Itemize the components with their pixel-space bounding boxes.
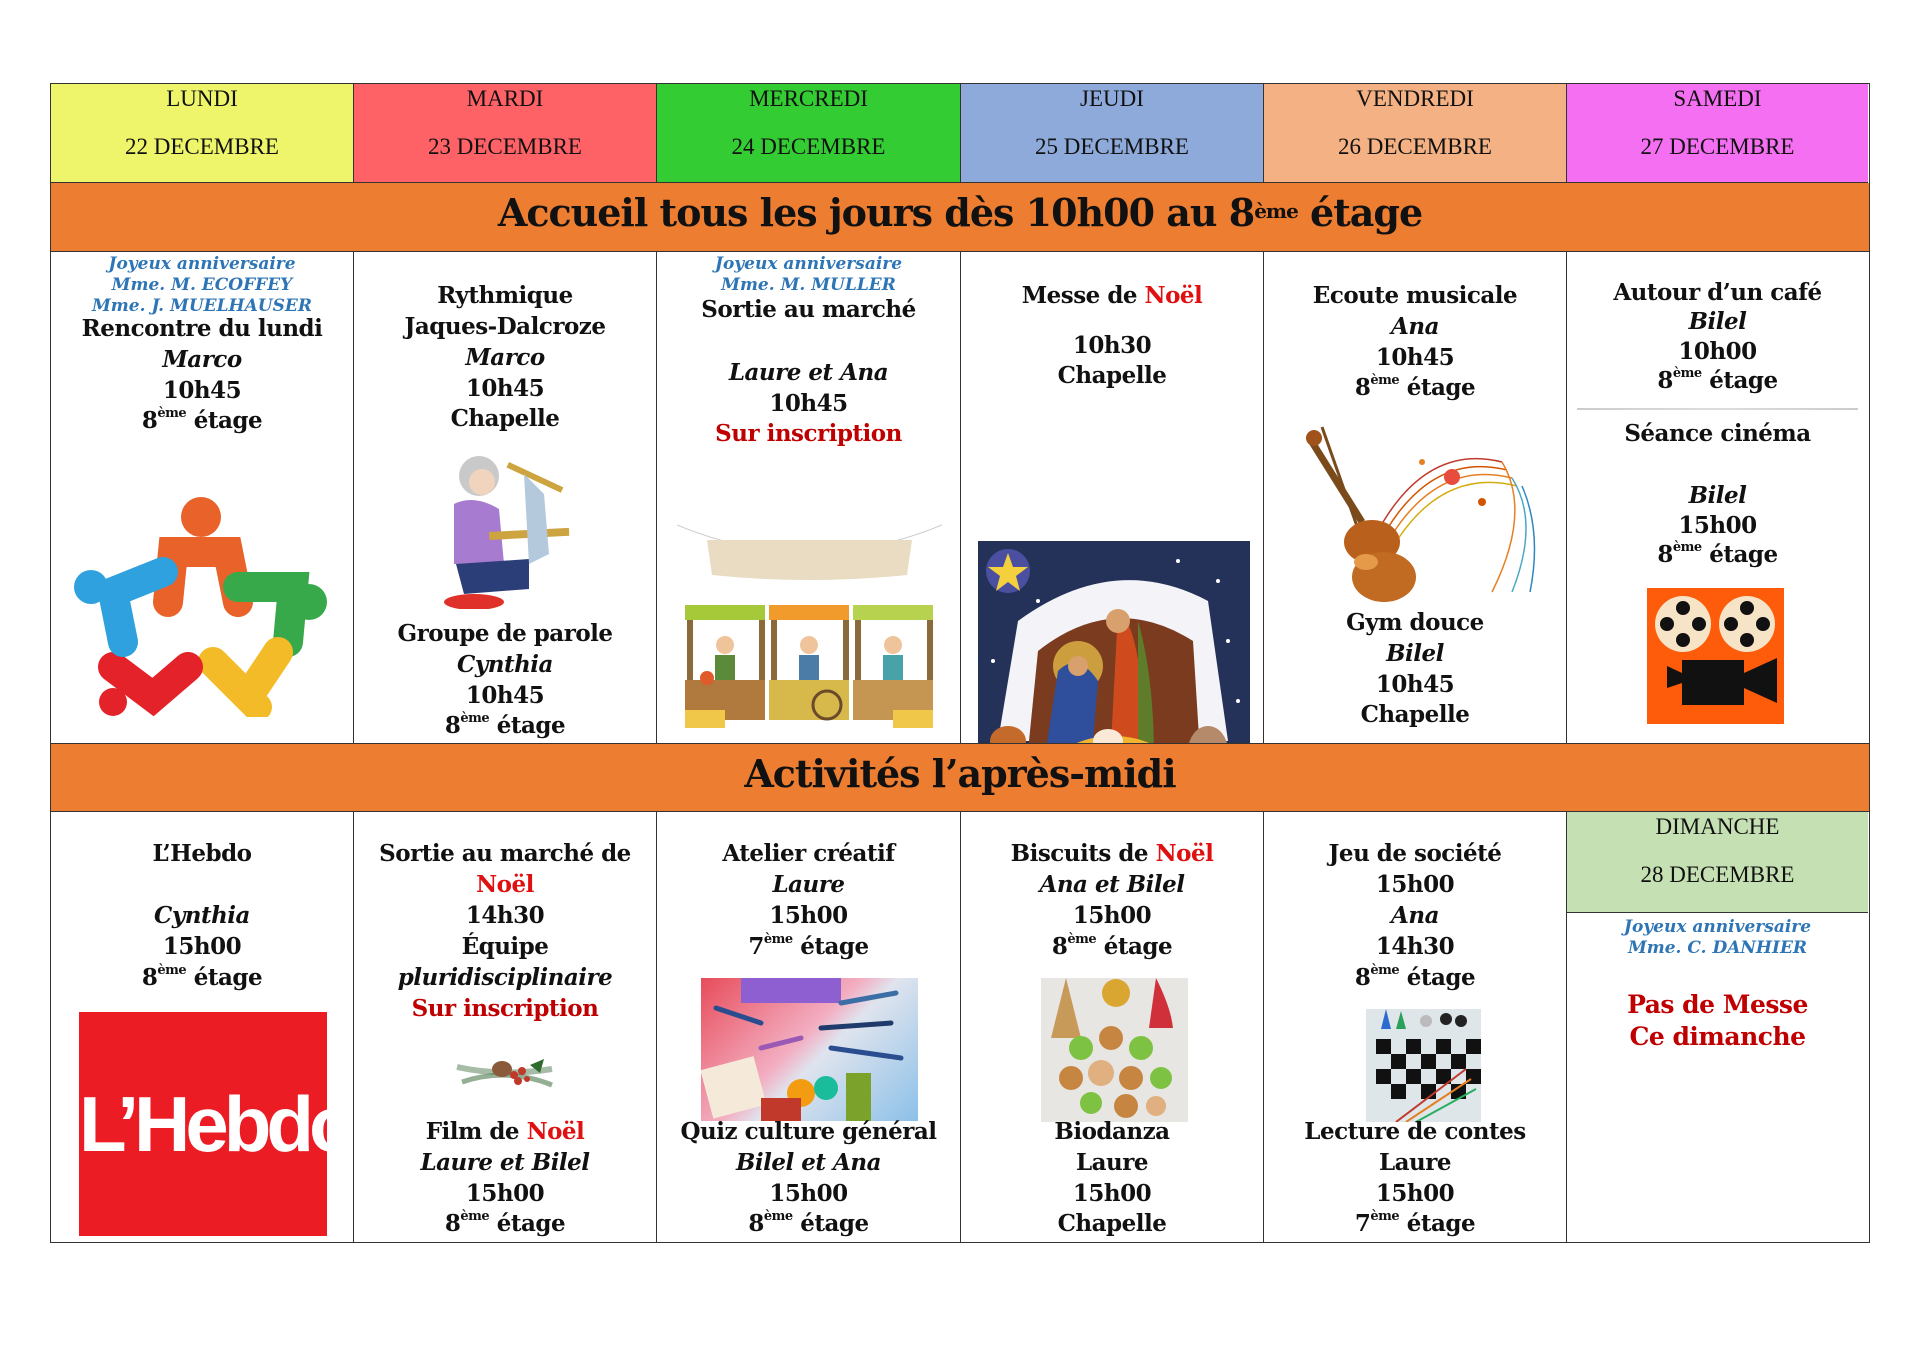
day-date: 26 DECEMBRE <box>1338 134 1492 159</box>
second-activity-time: 15h00 <box>1678 512 1757 539</box>
people-circle-icon <box>73 492 328 717</box>
activity-host-line2: pluridisciplinaire <box>397 964 613 991</box>
activity-title: Rencontre du lundi <box>81 315 323 342</box>
activity-location: Chapelle <box>1057 362 1167 389</box>
activity-time: 10h00 <box>1678 338 1757 365</box>
floor-sup: ème <box>1370 1209 1400 1224</box>
morning-band-title <box>51 183 1869 252</box>
activity-location <box>961 933 1263 960</box>
activity-host: Ana <box>1391 902 1439 929</box>
activity-time: 14h30 <box>465 902 545 929</box>
notice-line-2: Ce dimanche <box>1629 1022 1806 1051</box>
activity-host: Ana <box>1391 313 1439 340</box>
board-games-photo <box>1366 1009 1481 1122</box>
floor-sup: ème <box>763 932 793 947</box>
day-date: 24 DECEMBRE <box>731 134 886 159</box>
floor-word: étage <box>792 933 869 960</box>
birthday-name: Mme. M. ECOFFEY <box>111 275 293 295</box>
floor-sup: ème <box>157 406 187 421</box>
birthday-label: Joyeux anniversaire <box>108 254 296 274</box>
morning-cell-lundi <box>51 252 354 743</box>
second-activity-time: 10h45 <box>1375 671 1455 698</box>
morning-cell-samedi <box>1567 252 1868 743</box>
activity-host: Ana et Bilel <box>1039 871 1185 898</box>
second-activity-location <box>354 1210 656 1237</box>
day-name: SAMEDI <box>1673 86 1762 111</box>
floor-number: 8 <box>1051 933 1068 960</box>
day-name: JEUDI <box>1080 86 1144 111</box>
floor-sup: ème <box>1067 932 1097 947</box>
day-name: DIMANCHE <box>1655 814 1780 839</box>
birthday-label: Joyeux anniversaire <box>1623 917 1812 937</box>
second-activity-host: Cynthia <box>457 651 553 678</box>
floor-number: 8 <box>748 1210 764 1237</box>
morning-cell-jeudi <box>961 252 1264 743</box>
christmas-cookies-photo <box>1041 978 1188 1122</box>
floor-word: étage <box>1399 374 1476 401</box>
holly-branch-illustration <box>452 1047 560 1102</box>
floor-number: 8 <box>444 712 461 739</box>
ornamental-divider <box>1577 408 1858 410</box>
senior-exercise-illustration <box>434 454 579 609</box>
activity-title: Autour d’un café <box>1613 279 1822 306</box>
notice-line-1: Pas de Messe <box>1627 990 1808 1019</box>
day-date: 28 DECEMBRE <box>1640 862 1795 887</box>
floor-sup: ème <box>1672 366 1702 381</box>
afternoon-cell-mardi <box>354 812 657 1242</box>
floor-number: 8 <box>1657 367 1673 394</box>
floor-sup: ème <box>460 1209 490 1224</box>
floor-number: 8 <box>141 964 158 991</box>
floor-word: étage <box>1701 541 1778 568</box>
second-activity-title: Séance cinéma <box>1624 420 1811 447</box>
header-samedi <box>1567 84 1868 183</box>
activity-time: 10h45 <box>162 377 242 404</box>
morning-cell-mercredi <box>657 252 961 743</box>
day-date: 25 DECEMBRE <box>1035 134 1189 159</box>
second-activity-host: Bilel <box>1386 640 1444 667</box>
header-lundi <box>51 84 354 183</box>
afternoon-cell-mercredi <box>657 812 961 1242</box>
activity-location <box>1567 367 1868 394</box>
activity-title-line2: Jaques-Dalcroze <box>404 313 606 340</box>
second-activity-location <box>1567 541 1868 568</box>
noel-word: Noël <box>1155 840 1214 867</box>
afternoon-band-title: Activités l’après-midi <box>51 743 1869 812</box>
noel-word: Noël <box>1144 282 1203 309</box>
birthday-label: Joyeux anniversaire <box>714 254 903 274</box>
nativity-illustration <box>978 541 1250 743</box>
second-activity-location: Chapelle <box>1360 701 1470 728</box>
second-activity-title: Gym douce <box>1346 609 1484 636</box>
header-mardi <box>354 84 657 183</box>
second-activity-title: Groupe de parole <box>397 620 613 647</box>
floor-word: étage <box>1701 367 1778 394</box>
activity-location <box>1264 964 1566 991</box>
activity-title: Atelier créatif <box>722 840 895 867</box>
day-date: 22 DECEMBRE <box>125 134 279 159</box>
second-activity-location <box>354 712 656 739</box>
second-activity-location <box>1264 1210 1566 1237</box>
second-activity-time: 15h00 <box>465 1180 545 1207</box>
day-date: 27 DECEMBRE <box>1640 134 1795 159</box>
activity-time: 10h45 <box>769 390 848 417</box>
floor-word: étage <box>1096 933 1173 960</box>
activity-time: 10h45 <box>1375 344 1455 371</box>
band-text-end: étage <box>1297 190 1423 235</box>
market-stalls-illustration <box>677 520 942 730</box>
second-activity-title: Quiz culture général <box>680 1118 937 1145</box>
violin-music-illustration <box>1302 422 1542 602</box>
activity-title: Sortie au marché de <box>379 840 631 867</box>
activity-title: Ecoute musicale <box>1312 282 1518 309</box>
registration-note: Sur inscription <box>411 995 599 1022</box>
floor-number: 8 <box>1354 964 1371 991</box>
activity-location <box>51 964 353 991</box>
header-vendredi <box>1264 84 1567 183</box>
day-name: MARDI <box>466 86 544 111</box>
afternoon-cell-vendredi <box>1264 812 1567 1242</box>
activity-host: Bilel <box>1688 308 1747 335</box>
floor-number: 7 <box>1354 1210 1371 1237</box>
birthday-name: Mme. J. MUELHAUSER <box>91 296 312 316</box>
header-jeudi <box>961 84 1264 183</box>
activity-title <box>961 840 1263 867</box>
second-activity-host: Laure et Bilel <box>420 1149 590 1176</box>
floor-word: étage <box>489 1210 566 1237</box>
activity-time: 15h00 <box>1375 871 1455 898</box>
registration-note: Sur inscription <box>715 420 902 447</box>
floor-number: 8 <box>141 407 158 434</box>
activity-title <box>961 282 1263 309</box>
floor-sup: ème <box>763 1209 793 1224</box>
floor-word: étage <box>1399 1210 1476 1237</box>
floor-word: étage <box>186 407 263 434</box>
activity-location <box>657 933 960 960</box>
activity-host: Marco <box>465 344 545 371</box>
activity-title: Sortie au marché <box>701 296 916 323</box>
activity-host: Cynthia <box>154 902 250 929</box>
activity-time: 10h30 <box>1072 332 1152 359</box>
second-activity-location: Chapelle <box>1057 1210 1167 1237</box>
floor-sup: ème <box>460 711 490 726</box>
activity-title: Rythmique <box>437 282 573 309</box>
activity-location: Chapelle <box>450 405 560 432</box>
weekly-activity-schedule <box>50 83 1870 1243</box>
day-date: 23 DECEMBRE <box>428 134 582 159</box>
activity-title: L’Hebdo <box>152 840 252 867</box>
second-activity-title: Lecture de contes <box>1304 1118 1526 1145</box>
second-activity-host: Laure <box>1075 1149 1149 1176</box>
floor-sup: ème <box>157 963 187 978</box>
birthday-name: Mme. C. DANHIER <box>1627 938 1808 958</box>
film-projector-icon <box>1647 588 1784 724</box>
title-text: Messe de <box>1021 282 1145 309</box>
title-text: Film de <box>425 1118 527 1145</box>
second-activity-host: Bilel <box>1688 482 1747 509</box>
noel-word: Noël <box>476 871 534 898</box>
noel-word: Noël <box>526 1118 585 1145</box>
title-text: Biscuits de <box>1010 840 1156 867</box>
second-activity-time: 15h00 <box>1375 1180 1455 1207</box>
afternoon-cell-jeudi <box>961 812 1264 1242</box>
activity-time: 15h00 <box>769 902 848 929</box>
floor-number: 8 <box>1354 374 1371 401</box>
day-name: LUNDI <box>166 86 238 111</box>
second-activity-host: Laure <box>1378 1149 1452 1176</box>
activity-host: Équipe <box>461 933 549 960</box>
activity-location <box>51 407 353 434</box>
activity-time: 15h00 <box>162 933 242 960</box>
second-activity-time: 15h00 <box>1072 1180 1152 1207</box>
activity-location <box>1264 374 1566 401</box>
second-activity-time: 15h00 <box>769 1180 848 1207</box>
art-supplies-photo <box>701 978 918 1121</box>
second-activity-title <box>354 1118 656 1145</box>
day-name: MERCREDI <box>749 86 868 111</box>
second-activity-time: 10h45 <box>465 682 545 709</box>
floor-number: 8 <box>1657 541 1673 568</box>
floor-word: étage <box>1399 964 1476 991</box>
activity-title: Jeu de société <box>1328 840 1502 867</box>
floor-sup: ème <box>1370 373 1400 388</box>
floor-number: 8 <box>444 1210 461 1237</box>
second-activity-host: Bilel et Ana <box>735 1149 882 1176</box>
second-activity-location <box>657 1210 960 1237</box>
morning-cell-vendredi <box>1264 252 1567 743</box>
morning-cell-mardi <box>354 252 657 743</box>
activity-host: Marco <box>162 346 242 373</box>
floor-sup: ème <box>1370 963 1400 978</box>
floor-number: 7 <box>748 933 764 960</box>
activity-host: Laure <box>772 871 845 898</box>
birthday-name: Mme. M. MULLER <box>721 275 896 295</box>
floor-word: étage <box>792 1210 869 1237</box>
afternoon-cell-lundi <box>51 812 354 1242</box>
activity-time: 10h45 <box>465 375 545 402</box>
band-text: Accueil tous les jours dès 10h00 au 8 <box>497 190 1255 235</box>
activity-host: Laure et Ana <box>728 359 889 386</box>
second-activity-title: Biodanza <box>1054 1118 1170 1145</box>
lhebdo-logo: L’Hebdo <box>79 1012 327 1236</box>
activity-time-2: 14h30 <box>1375 933 1455 960</box>
day-name: VENDREDI <box>1356 86 1474 111</box>
floor-word: étage <box>186 964 263 991</box>
band-superscript: ème <box>1254 199 1298 223</box>
header-mercredi <box>657 84 961 183</box>
floor-word: étage <box>489 712 566 739</box>
floor-sup: ème <box>1672 540 1702 555</box>
activity-time: 15h00 <box>1072 902 1152 929</box>
afternoon-cell-dimanche <box>1567 812 1868 1242</box>
header-dimanche <box>1567 812 1868 913</box>
